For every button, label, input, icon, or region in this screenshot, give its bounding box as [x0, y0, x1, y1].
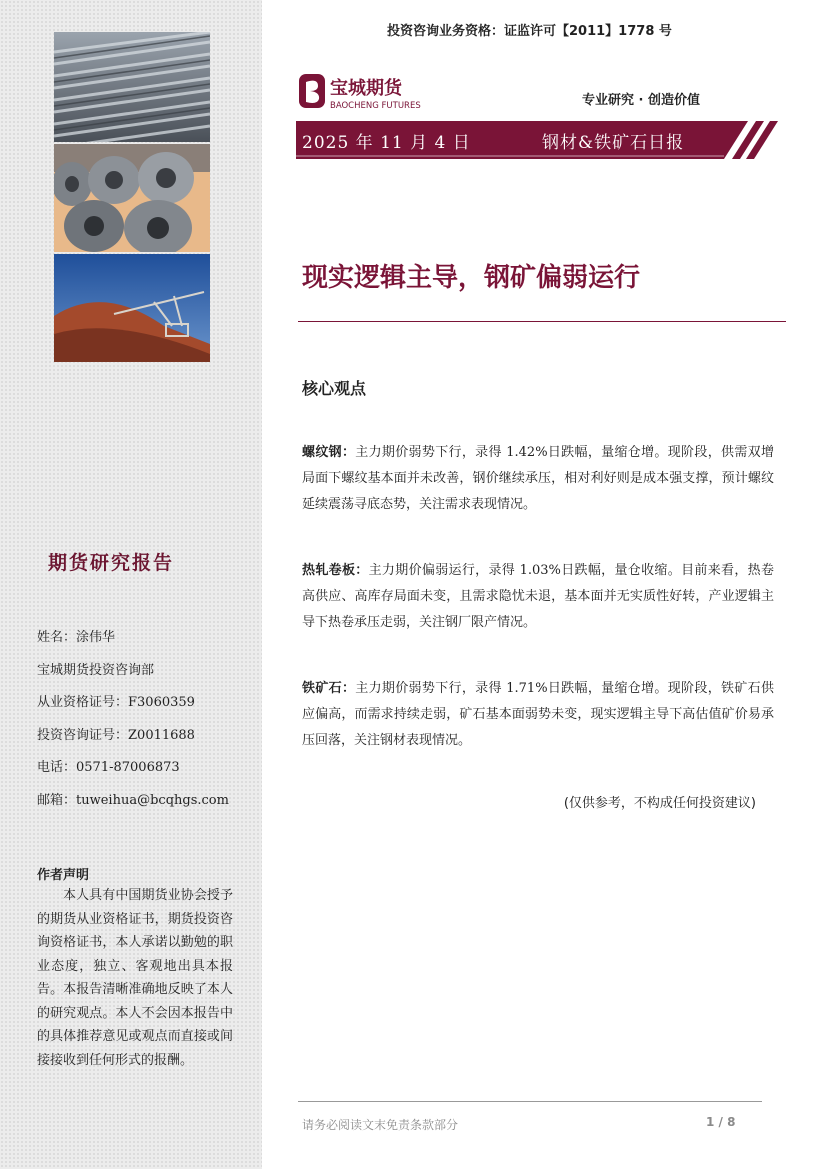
contact-row-name: 姓名：涂伟华	[37, 630, 116, 645]
paragraph-text: 主力期价弱势下行，录得 1.71%日跌幅，量缩仓增。现阶段，铁矿石供应偏高，而需求持续走弱，矿石基本面弱势未变，现实逻辑主导下高估值矿价易承压回落，关注钢材表现情况。	[302, 681, 774, 748]
declaration-body: 本人具有中国期货业协会授予的期货从业资格证书，期货投资咨询资格证书，本人承诺以勤勉的职业态度，独立、客观地出具本报告。本报告清晰准确地反映了本人的研究观点。本人不会因本报告中的具体推荐意见或观点而直接或间接接收到任何形式的报酬。	[37, 888, 233, 1068]
headline-divider	[298, 321, 786, 322]
svg-text:BAOCHENG FUTURES: BAOCHENG FUTURES	[330, 101, 421, 111]
contact-row-email[interactable]: 邮箱：tuweihua@bcqhgs.com	[37, 792, 229, 808]
paragraph-hot-rolled-coil	[302, 558, 774, 636]
footer-divider	[298, 1101, 762, 1102]
investment-disclaimer: (仅供参考，不构成任何投资建议)	[563, 796, 756, 811]
paragraph-label: 螺纹钢：	[302, 445, 356, 460]
iron-ore-stacker-photo	[54, 254, 210, 362]
section-title-core-views: 核心观点	[302, 379, 367, 398]
contact-row-department: 宝城期货投资咨询部	[37, 662, 155, 678]
report-type: 期货研究报告	[48, 552, 175, 574]
declaration-title: 作者声明	[37, 868, 90, 883]
paragraph-iron-ore	[302, 676, 774, 754]
paragraph-label: 铁矿石：	[302, 681, 356, 696]
slogan: 专业研究 · 创造价值	[582, 93, 700, 108]
page-number: 1 / 8	[706, 1115, 736, 1129]
paragraph-label: 热轧卷板：	[302, 563, 369, 578]
svg-text:宝城期货: 宝城期货	[330, 78, 402, 99]
paragraph-text: 主力期价偏弱运行，录得 1.03%日跌幅，量仓收缩。目前来看，热卷高供应、高库存局面未变，且需求隐忧未退，基本面并无实质性好转，产业逻辑主导下热卷承压走弱，关注钢厂限产情况。	[302, 563, 774, 630]
rebar-photo	[54, 32, 210, 142]
contact-row-qualification: 从业资格证号：F3060359	[37, 695, 195, 710]
logo-mark-icon	[298, 72, 438, 112]
footer-note: 请务必阅读文末免责条款部分	[302, 1118, 459, 1132]
contact-row-consulting-id: 投资咨询证号：Z0011688	[37, 727, 195, 743]
contact-row-phone: 电话：0571-87006873	[37, 760, 180, 775]
steel-coil-photo	[54, 144, 210, 252]
author-contact	[37, 628, 229, 823]
sidebar	[0, 0, 262, 1169]
report-date: 2025 年 11 月 4 日	[302, 133, 471, 153]
headline: 现实逻辑主导，钢矿偏弱运行	[302, 263, 641, 293]
paragraph-text: 主力期价弱势下行，录得 1.42%日跌幅，量缩仓增。现阶段，供需双增局面下螺纹基本面并未改善，钢价继续承压，相对利好则是成本强支撑，预计螺纹延续震荡寻底态势，关注需求表现情况。	[302, 445, 774, 512]
report-banner	[296, 121, 786, 159]
report-name: 钢材&铁矿石日报	[542, 133, 685, 153]
paragraph-rebar	[302, 440, 774, 518]
license-text: 投资咨询业务资格：证监许可【2011】1778 号	[387, 24, 672, 39]
company-logo	[298, 72, 438, 112]
